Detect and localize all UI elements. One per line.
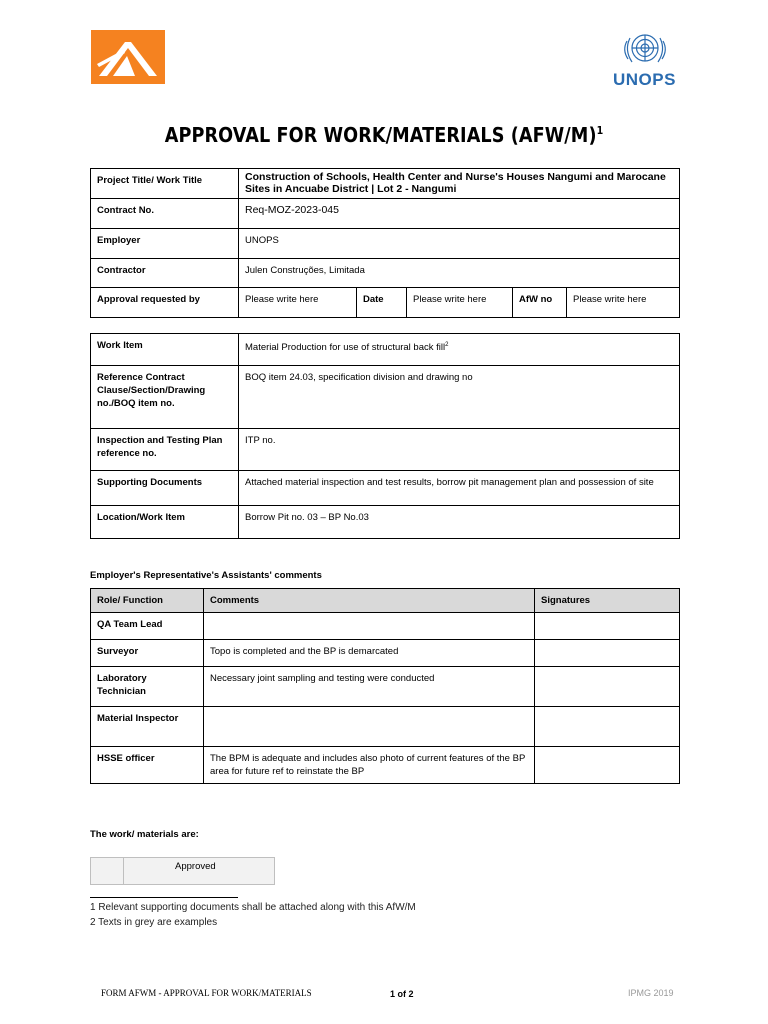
work-details-table bbox=[90, 333, 680, 539]
role-cell: QA Team Lead bbox=[91, 613, 204, 640]
date-field[interactable]: Please write here bbox=[407, 288, 513, 318]
column-header-role: Role/ Function bbox=[91, 589, 204, 613]
comment-cell[interactable]: Topo is completed and the BP is demarcated bbox=[204, 640, 535, 667]
footer-form-name: FORM AFWM - APPROVAL FOR WORK/MATERIALS bbox=[101, 988, 312, 998]
status-checkbox[interactable] bbox=[91, 858, 124, 884]
role-cell: Surveyor bbox=[91, 640, 204, 667]
signature-cell[interactable] bbox=[535, 667, 680, 707]
comment-cell[interactable]: The BPM is adequate and includes also photo of current features of the BP area for future ref to reinstate the BP bbox=[204, 747, 535, 784]
work-item-label: Work Item bbox=[91, 334, 239, 366]
comments-heading: Employer's Representative's Assistants' comments bbox=[90, 570, 322, 581]
comments-table bbox=[90, 588, 680, 784]
date-label: Date bbox=[357, 288, 407, 318]
status-value: Approved bbox=[175, 861, 216, 872]
table-row bbox=[91, 707, 680, 747]
table-row bbox=[91, 667, 680, 707]
footnote-2: 2 Texts in grey are examples bbox=[90, 917, 218, 928]
itp-value: ITP no. bbox=[239, 429, 680, 471]
unops-logo-text: UNOPS bbox=[613, 70, 676, 89]
approval-requested-label: Approval requested by bbox=[91, 288, 239, 318]
contractor-value: Julen Construções, Limitada bbox=[239, 259, 680, 288]
approval-requested-field[interactable]: Please write here bbox=[239, 288, 357, 318]
contractor-label: Contractor bbox=[91, 259, 239, 288]
location-value: Borrow Pit no. 03 – BP No.03 bbox=[239, 506, 680, 539]
table-row bbox=[91, 747, 680, 784]
contract-value: Req-MOZ-2023-045 bbox=[239, 199, 680, 229]
table-row bbox=[91, 613, 680, 640]
table-row bbox=[91, 640, 680, 667]
company-logo bbox=[91, 30, 165, 84]
employer-value: UNOPS bbox=[239, 229, 680, 259]
signature-cell[interactable] bbox=[535, 707, 680, 747]
work-item-value: Material Production for use of structural back fill$^2$ bbox=[239, 334, 680, 366]
comment-cell[interactable] bbox=[204, 707, 535, 747]
unops-logo bbox=[610, 28, 680, 90]
supporting-docs-label: Supporting Documents bbox=[91, 471, 239, 506]
page-title: APPROVAL FOR WORK/MATERIALS $(AFW/M)^1$ bbox=[164, 123, 604, 147]
tent-logo-icon bbox=[91, 30, 165, 84]
location-label: Location/Work Item bbox=[91, 506, 239, 539]
footnote-divider bbox=[90, 897, 238, 898]
footer-page-number: 1 of 2 bbox=[390, 989, 414, 999]
project-title-value: Construction of Schools, Health Center and Nurse's Houses Nangumi and Marocane Sites in Ancuabe District | Lot 2 - Nangumi bbox=[239, 169, 680, 199]
role-cell: HSSE officer bbox=[91, 747, 204, 784]
supporting-docs-value: Attached material inspection and test results, borrow pit management plan and possession of site bbox=[239, 471, 680, 506]
role-cell: Laboratory Technician bbox=[91, 667, 204, 707]
column-header-comments: Comments bbox=[204, 589, 535, 613]
afw-no-field[interactable]: Please write here bbox=[567, 288, 680, 318]
afw-no-label: AfW no bbox=[513, 288, 567, 318]
signature-cell[interactable] bbox=[535, 613, 680, 640]
approval-status-selector[interactable] bbox=[90, 857, 275, 885]
reference-label: Reference Contract Clause/Section/Drawing no./BOQ item no. bbox=[91, 366, 239, 429]
role-cell: Material Inspector bbox=[91, 707, 204, 747]
signature-cell[interactable] bbox=[535, 747, 680, 784]
work-status-heading: The work/ materials are: bbox=[90, 829, 199, 840]
footer-version: IPMG 2019 bbox=[628, 988, 674, 998]
itp-label: Inspection and Testing Plan reference no. bbox=[91, 429, 239, 471]
project-title-label: Project Title/ Work Title bbox=[91, 169, 239, 199]
reference-value: BOQ item 24.03, specification division and drawing no bbox=[239, 366, 680, 429]
footnote-1: 1 Relevant supporting documents shall be attached along with this AfW/M bbox=[90, 902, 416, 913]
signature-cell[interactable] bbox=[535, 640, 680, 667]
column-header-signatures: Signatures bbox=[535, 589, 680, 613]
project-info-table bbox=[90, 168, 680, 318]
employer-label: Employer bbox=[91, 229, 239, 259]
comment-cell[interactable]: Necessary joint sampling and testing were conducted bbox=[204, 667, 535, 707]
comment-cell[interactable] bbox=[204, 613, 535, 640]
contract-label: Contract No. bbox=[91, 199, 239, 229]
un-emblem-icon bbox=[610, 28, 680, 70]
